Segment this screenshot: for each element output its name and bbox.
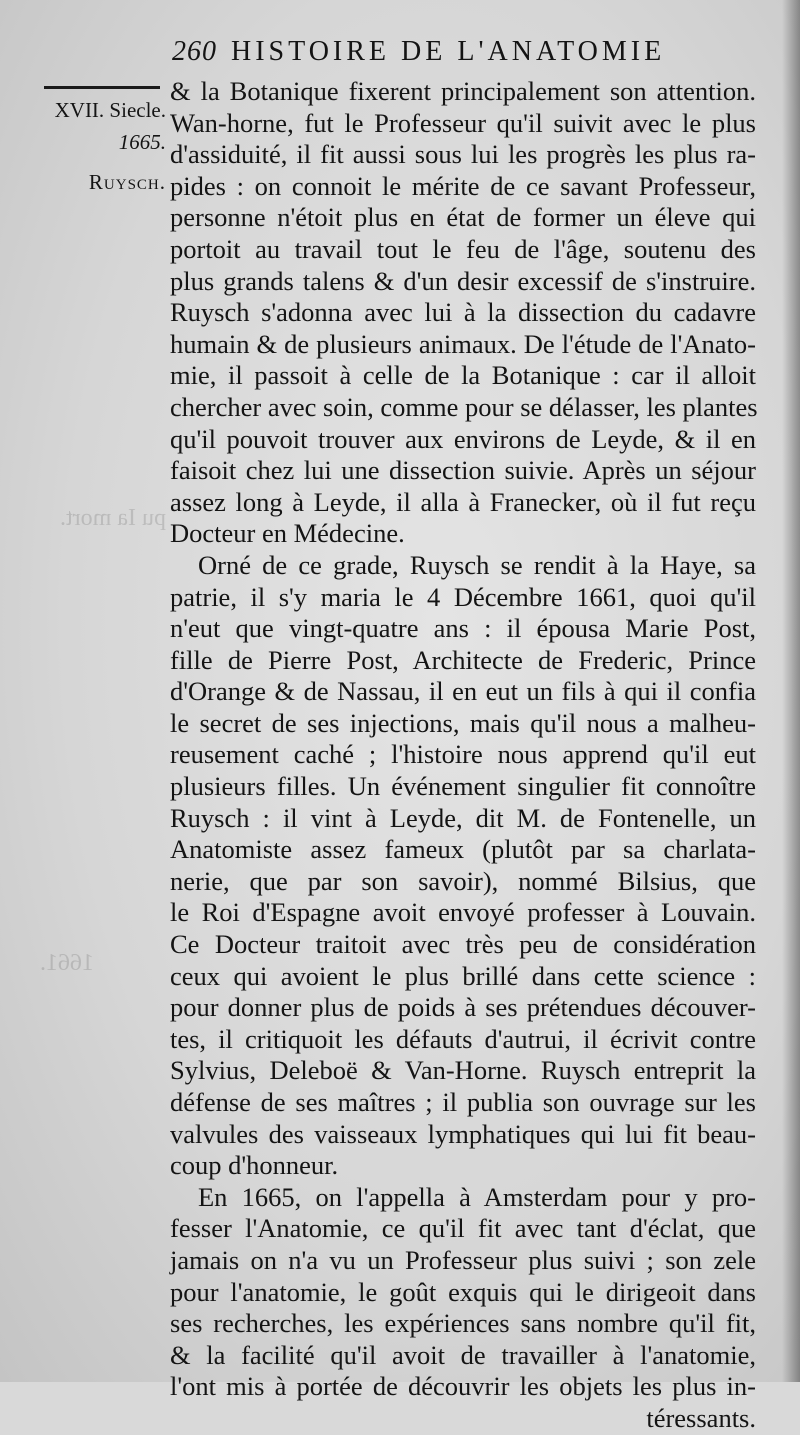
text-line: reusement caché ; l'histoire nous apprend qu'il eut — [170, 739, 756, 770]
text-line: Ce Docteur traitoit avec très peu de considération — [170, 929, 756, 960]
text-line: assez long à Leyde, il alla à Franecker, où il fut reçu — [170, 486, 756, 517]
text-line: chercher avec soin, comme pour se délasser, les plantes — [170, 391, 758, 422]
body-text — [170, 76, 756, 1435]
text-line: Docteur en Médecine. — [170, 518, 405, 549]
text-line: tes, il critiquoit les défauts d'autrui, il écrivit contre — [170, 1023, 756, 1054]
text-line: défense de ses maîtres ; il publia son ouvrage sur les — [170, 1087, 756, 1117]
text-line: mie, il passoit à celle de la Botanique : car il alloit — [170, 360, 756, 391]
text-line: téressants. — [646, 1402, 756, 1433]
text-line: & la Botanique fixerent principalement son attention. — [170, 76, 756, 106]
text-line: portoit au travail tout le feu de l'âge, soutenu des — [170, 233, 756, 264]
text-line: fille de Pierre Post, Architecte de Frederic, Prince — [170, 644, 756, 675]
margin-century: XVII. Siecle. — [54, 98, 166, 122]
text-line: d'assiduité, il fit aussi sous lui les progrès les plus ra- — [170, 139, 756, 170]
text-line: & la facilité qu'il avoit de travailler à l'anatomie, — [170, 1339, 756, 1370]
text-line: Wan-horne, fut le Professeur qu'il suivit avec le plus — [170, 107, 756, 138]
paragraph-start-line: En 1665, on l'appella à Amsterdam pour y pro- — [198, 1181, 756, 1212]
text-line: jamais on n'a vu un Professeur plus suivi ; son zele — [170, 1244, 756, 1275]
text-line: pour l'anatomie, le goût exquis qui le dirigeoit dans — [170, 1276, 756, 1307]
text-line: Ruysch : il vint à Leyde, dit M. de Fontenelle, un — [170, 802, 756, 833]
text-line: plusieurs filles. Un événement singulier fit connoître — [170, 771, 756, 802]
running-title: HISTOIRE DE L'ANATOMIE — [231, 36, 666, 67]
text-line: humain & de plusieurs animaux. De l'étude de l'Anato- — [170, 328, 756, 359]
text-line: n'eut que vingt-quatre ans : il épousa Marie Post, — [170, 613, 756, 644]
text-line: nerie, que par son savoir), nommé Bilsius, que — [170, 865, 756, 896]
text-line: d'Orange & de Nassau, il en eut un fils à qui il confia — [170, 676, 756, 707]
page-number: 260 — [172, 36, 217, 67]
text-line: patrie, il s'y maria le 4 Décembre 1661, quoi qu'il — [170, 581, 756, 612]
text-line: fesser l'Anatomie, ce qu'il fit avec tant d'éclat, que — [170, 1213, 756, 1244]
paragraph-start-line: Orné de ce grade, Ruysch se rendit à la Haye, sa — [198, 549, 756, 580]
text-line: personne n'étoit plus en état de former un éleve qui — [170, 202, 756, 233]
text-line: pides : on connoit le mérite de ce savant Professeur, — [170, 170, 756, 201]
margin-subject: Ruysch. — [88, 170, 166, 194]
text-line: valvules des vaisseaux lymphatiques qui lui fit beau- — [170, 1118, 756, 1149]
text-line: pour donner plus de poids à ses prétendues découver- — [170, 992, 756, 1023]
text-line: Sylvius, Deleboë & Van-Horne. Ruysch entreprit la — [170, 1055, 756, 1086]
margin-year: 1665. — [118, 130, 166, 154]
page-edge-shadow — [782, 0, 800, 1382]
text-line: l'ont mis à portée de découvrir les objets les plus in- — [170, 1371, 756, 1402]
bleed-through-text: pu Ia mort. — [60, 505, 166, 531]
text-line: plus grands talens & d'un desir excessif de s'instruire. — [170, 265, 756, 296]
text-line: Ruysch s'adonna avec lui à la dissection du cadavre — [170, 297, 756, 328]
bleed-through-text: 1661. — [40, 950, 94, 976]
margin-rule — [44, 86, 160, 89]
text-line: ceux qui avoient le plus brillé dans cette science : — [170, 960, 756, 991]
text-line: le Roi d'Espagne avoit envoyé professer à Louvain. — [170, 897, 756, 928]
text-line: le secret de ses injections, mais qu'il nous a malheu- — [170, 707, 756, 738]
text-line: faisoit chez lui une dissection suivie. Après un séjour — [170, 455, 756, 486]
running-header — [172, 36, 732, 68]
text-line: coup d'honneur. — [170, 1150, 339, 1181]
text-line: Anatomiste assez fameux (plutôt par sa charlata- — [170, 834, 756, 865]
text-line: qu'il pouvoit trouver aux environs de Leyde, & il en — [170, 423, 756, 454]
text-line: ses recherches, les expériences sans nombre qu'il fit, — [170, 1308, 756, 1339]
